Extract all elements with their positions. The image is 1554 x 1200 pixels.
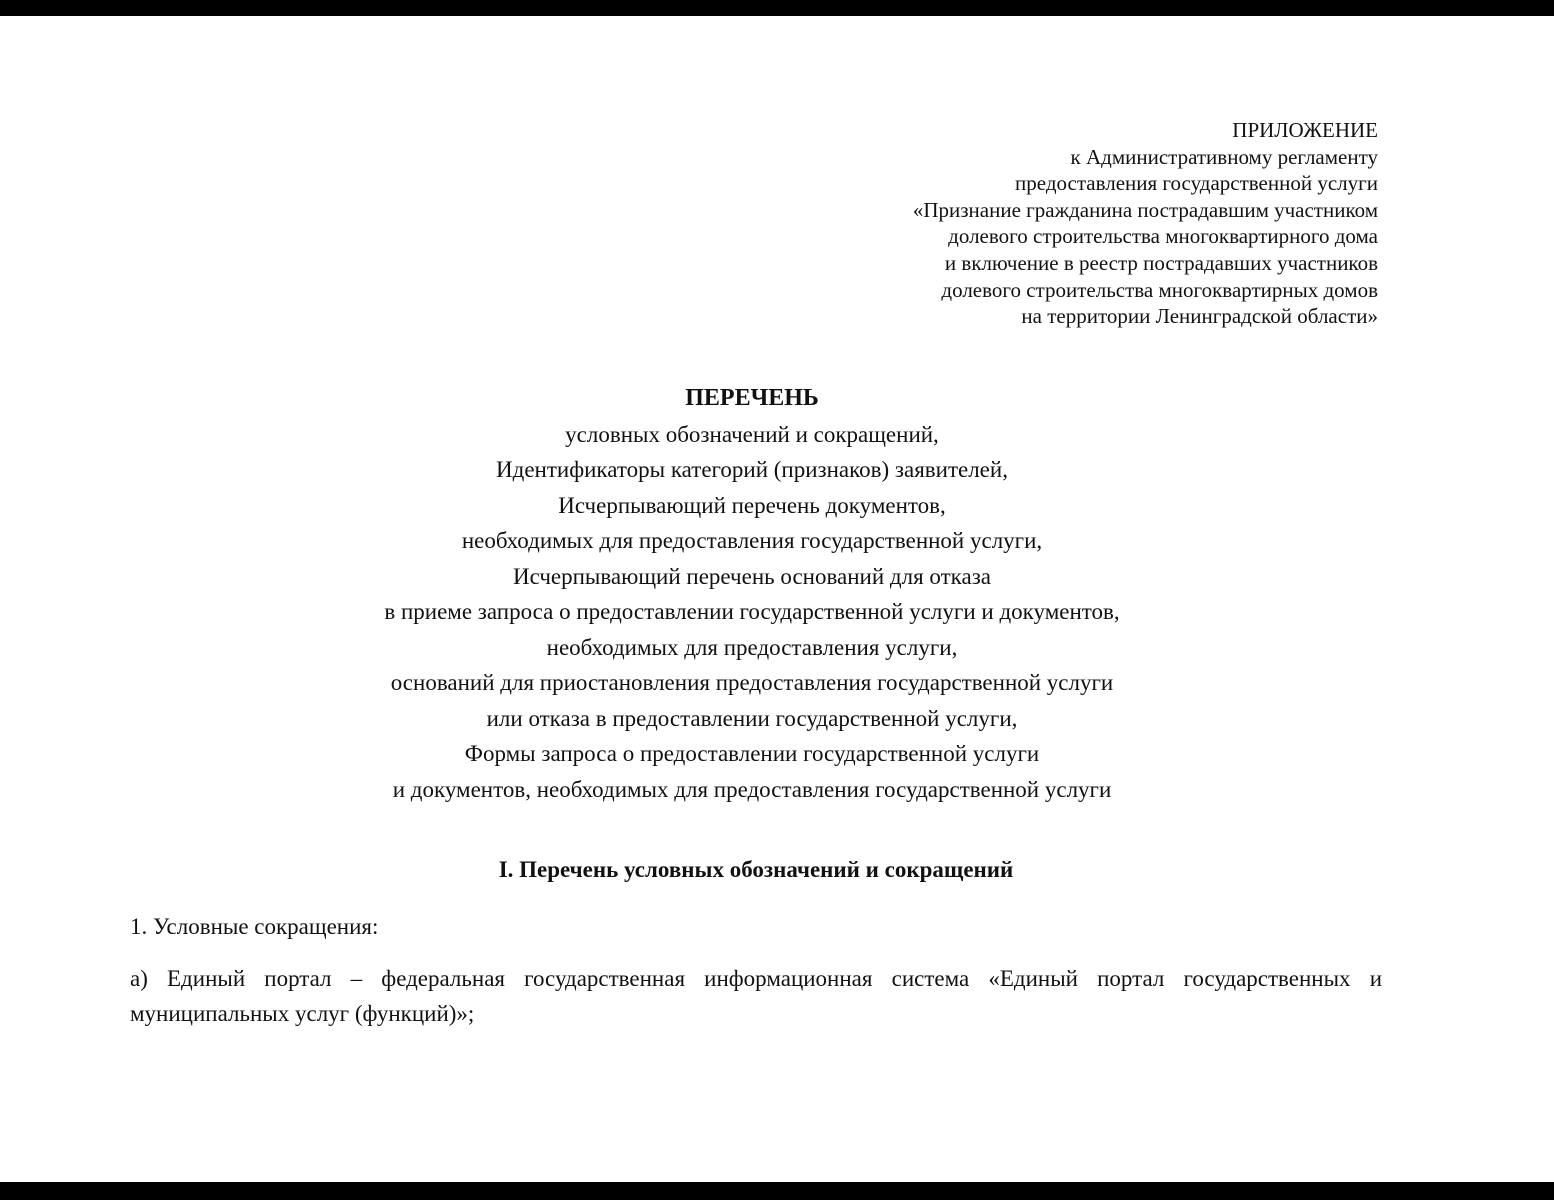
appendix-line: ПРИЛОЖЕНИЕ (1232, 118, 1378, 142)
paragraph-item-1: 1. Условные сокращения: (130, 914, 379, 939)
document-title (0, 381, 1504, 807)
appendix-header (818, 117, 1378, 330)
title-line: в приеме запроса о предоставлении государственной услуги и документов, (384, 599, 1120, 624)
title-line: и документов, необходимых для предоставления государственной услуги (392, 776, 1112, 802)
title-line: необходимых для предоставления услуги, (546, 634, 958, 660)
appendix-line: и включение в реестр пострадавших участников (944, 250, 1378, 275)
paragraph-item-a: а) Единый портал – федеральная государственная информационная система «Единый портал государственных и муниципальных услуг (функций)»; (130, 966, 1382, 1026)
title-line: Формы запроса о предоставлении государственной услуги (464, 741, 1040, 766)
title-line: Исчерпывающий перечень оснований для отказа (512, 563, 991, 589)
title-line: или отказа в предоставлении государственной услуги, (486, 705, 1018, 731)
title-line: Исчерпывающий перечень документов, (558, 492, 946, 518)
appendix-line: к Административному регламенту (1070, 144, 1378, 169)
title-line: Идентификаторы категорий (признаков) заявителей, (496, 457, 1008, 482)
appendix-line: предоставления государственной услуги (1015, 171, 1378, 196)
title-line: оснований для приостановления предоставления государственной услуги (390, 670, 1114, 695)
title-line: условных обозначений и сокращений, (565, 421, 939, 447)
appendix-line: на территории Ленинградской области» (1021, 304, 1378, 329)
appendix-line: «Признание гражданина пострадавшим участником (912, 197, 1378, 222)
appendix-line: долевого строительства многоквартирного дома (948, 224, 1378, 249)
title-line: необходимых для предоставления государственной услуги, (461, 528, 1043, 553)
title-main: ПЕРЕЧЕНЬ (685, 385, 819, 411)
document-page (0, 16, 1554, 1182)
appendix-line: долевого строительства многоквартирных домов (941, 277, 1378, 302)
section-heading: I. Перечень условных обозначений и сокращений (498, 857, 1014, 882)
